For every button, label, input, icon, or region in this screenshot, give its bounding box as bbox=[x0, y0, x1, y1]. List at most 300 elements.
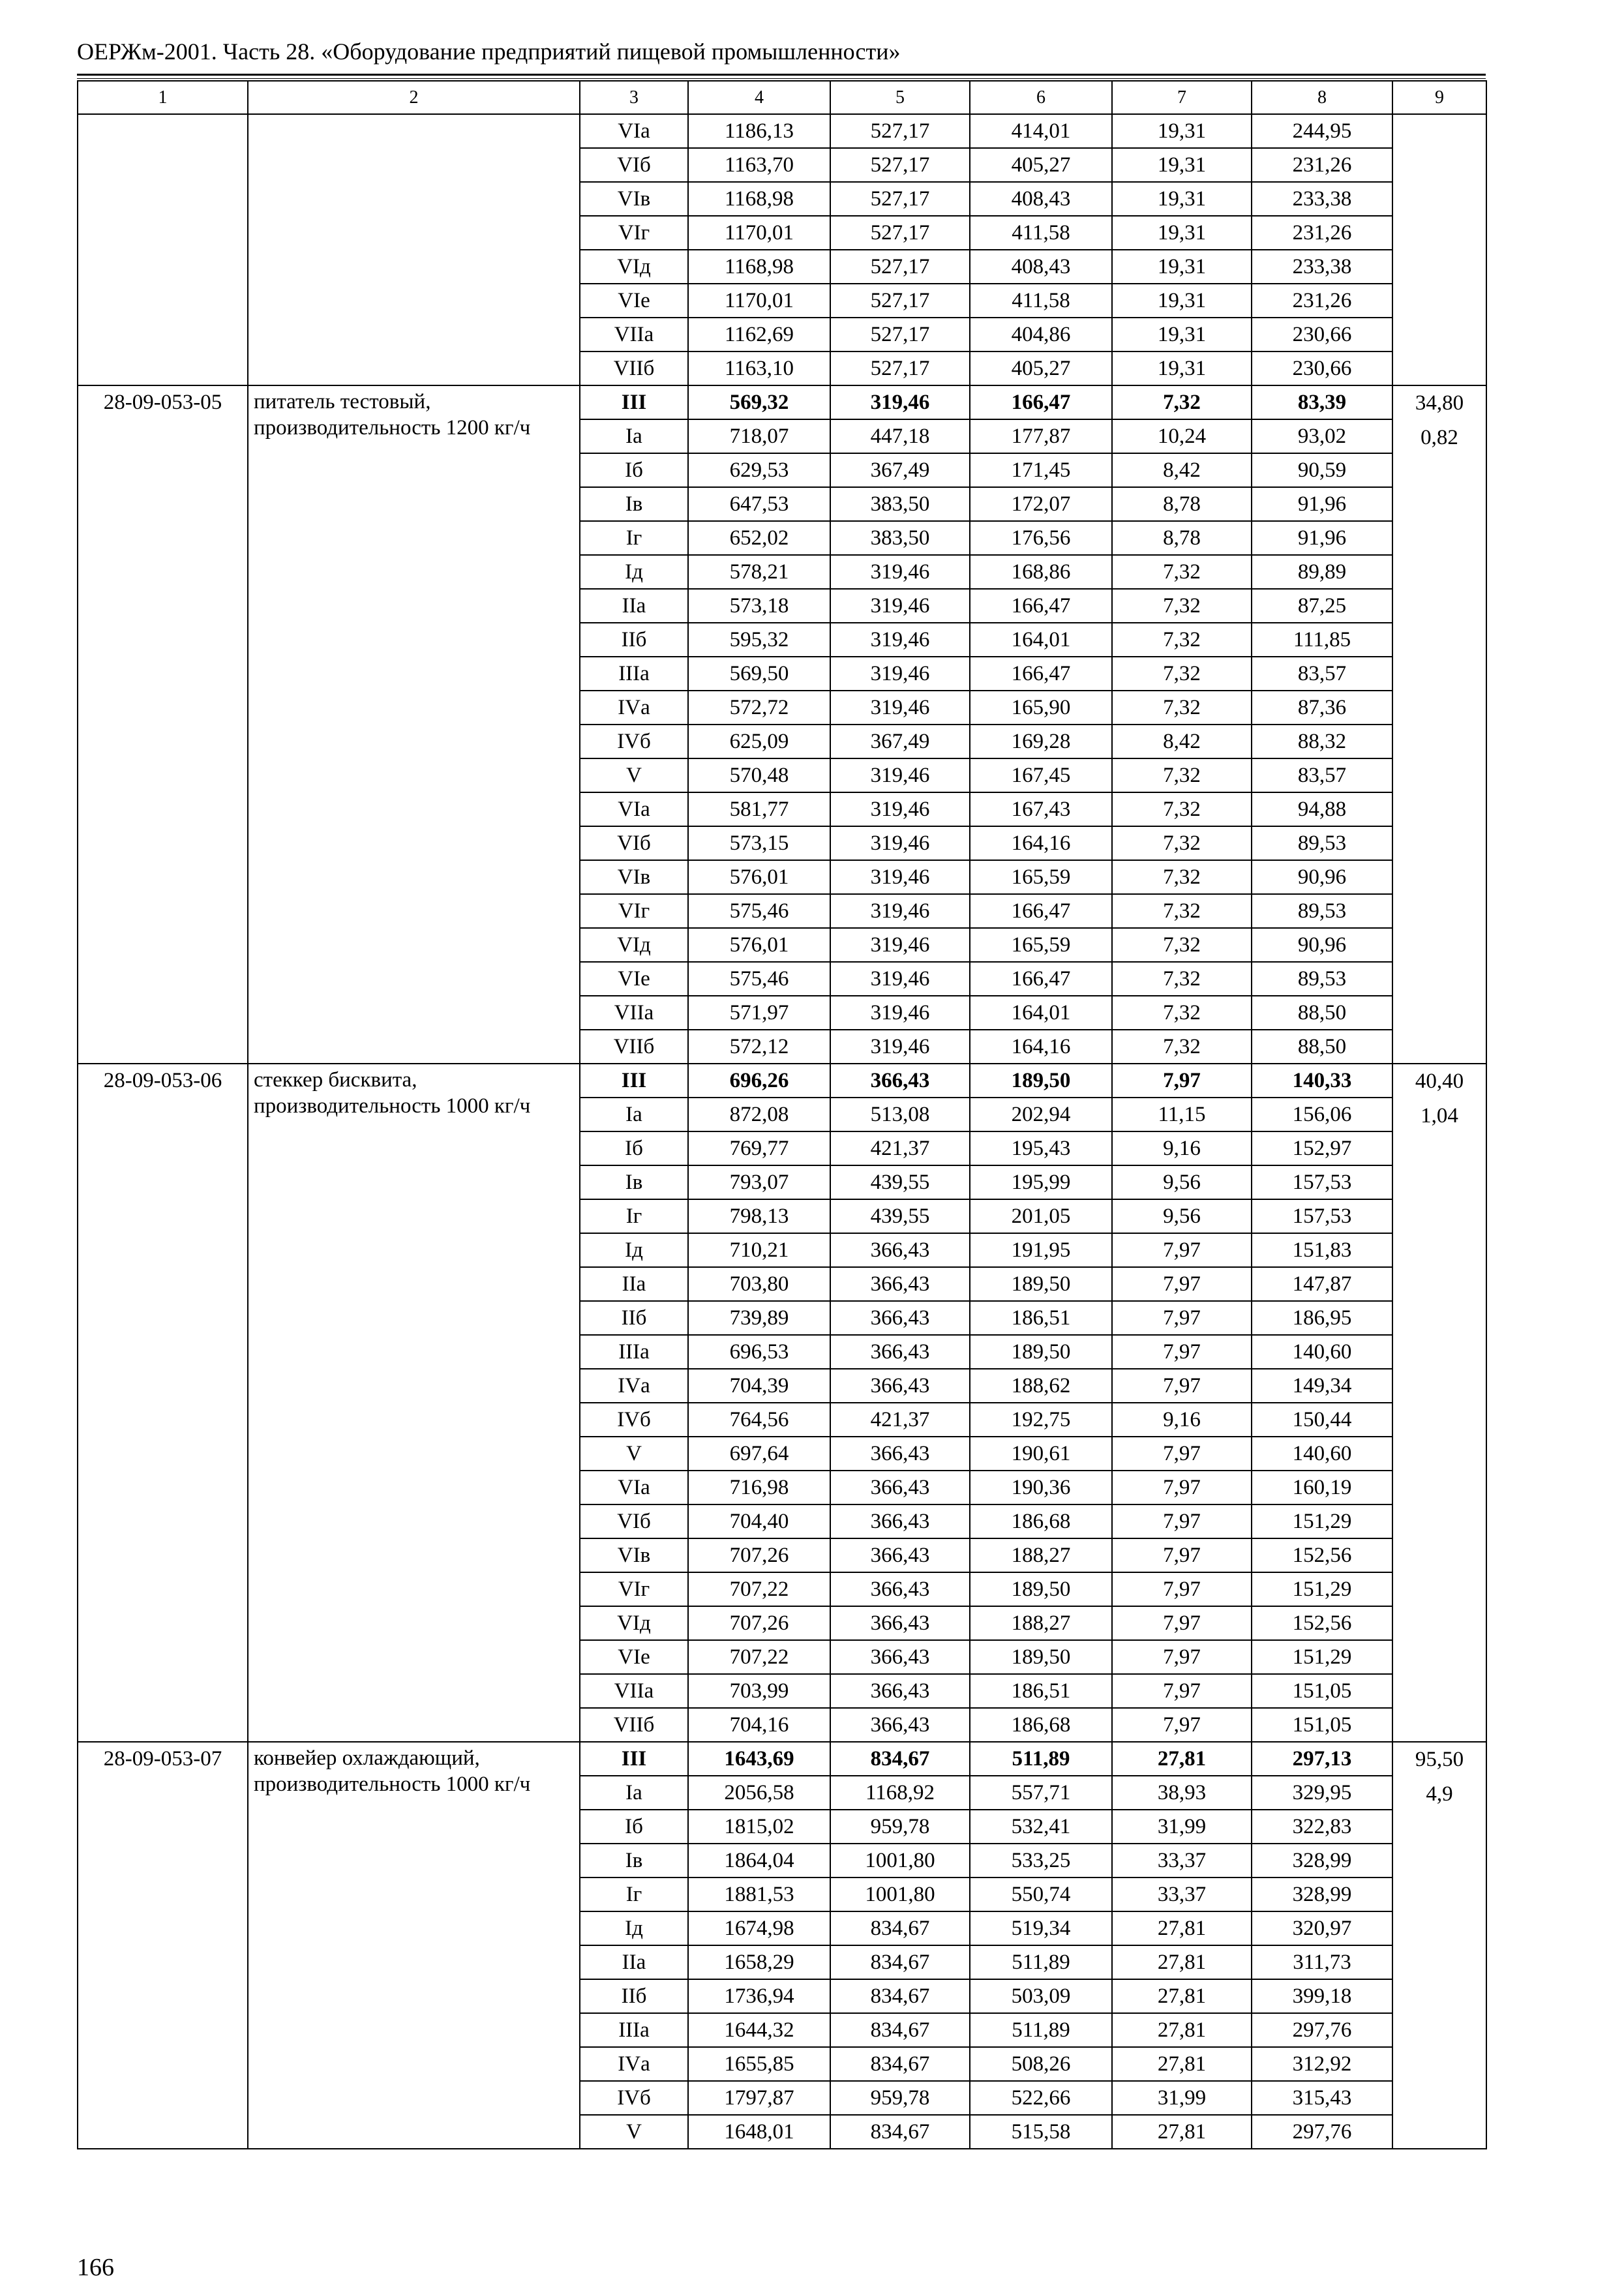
zone-cell: VIIб bbox=[580, 1030, 688, 1064]
value-cell: 421,37 bbox=[830, 1131, 970, 1165]
value-cell: 89,53 bbox=[1252, 894, 1392, 928]
value-cell: 319,46 bbox=[830, 1030, 970, 1064]
material-cost-value: 34,80 bbox=[1415, 391, 1464, 415]
value-cell: 33,37 bbox=[1112, 1878, 1252, 1911]
value-cell: 140,33 bbox=[1252, 1064, 1392, 1098]
value-cell: 152,56 bbox=[1252, 1538, 1392, 1572]
rate-code: 28-09-053-06 bbox=[78, 1064, 248, 1742]
value-cell: 329,95 bbox=[1252, 1776, 1392, 1810]
value-cell: 311,73 bbox=[1252, 1945, 1392, 1979]
column-number: 1 bbox=[78, 81, 248, 114]
value-cell: 7,97 bbox=[1112, 1369, 1252, 1403]
value-cell: 707,26 bbox=[688, 1538, 830, 1572]
value-cell: 1168,92 bbox=[830, 1776, 970, 1810]
value-cell: 186,51 bbox=[970, 1674, 1112, 1708]
value-cell: 151,05 bbox=[1252, 1708, 1392, 1742]
zone-cell: VIе bbox=[580, 1640, 688, 1674]
value-cell: 834,67 bbox=[830, 1911, 970, 1945]
value-cell: 157,53 bbox=[1252, 1165, 1392, 1199]
value-cell: 315,43 bbox=[1252, 2081, 1392, 2115]
value-cell: 569,50 bbox=[688, 657, 830, 691]
value-cell: 140,60 bbox=[1252, 1335, 1392, 1369]
material-cost-cell bbox=[1392, 1064, 1486, 1742]
value-cell: 707,22 bbox=[688, 1572, 830, 1606]
value-cell: 578,21 bbox=[688, 555, 830, 589]
value-cell: 31,99 bbox=[1112, 2081, 1252, 2115]
value-cell: 156,06 bbox=[1252, 1098, 1392, 1131]
value-cell: 959,78 bbox=[830, 1810, 970, 1844]
value-cell: 511,89 bbox=[970, 1945, 1112, 1979]
value-cell: 652,02 bbox=[688, 521, 830, 555]
value-cell: 834,67 bbox=[830, 1945, 970, 1979]
value-cell: 189,50 bbox=[970, 1335, 1112, 1369]
value-cell: 411,58 bbox=[970, 216, 1112, 250]
value-cell: 703,99 bbox=[688, 1674, 830, 1708]
value-cell: 7,97 bbox=[1112, 1708, 1252, 1742]
value-cell: 575,46 bbox=[688, 962, 830, 996]
value-cell: 149,34 bbox=[1252, 1369, 1392, 1403]
value-cell: 164,16 bbox=[970, 826, 1112, 860]
value-cell: 405,27 bbox=[970, 352, 1112, 385]
value-cell: 527,17 bbox=[830, 216, 970, 250]
value-cell: 959,78 bbox=[830, 2081, 970, 2115]
value-cell: 572,12 bbox=[688, 1030, 830, 1064]
value-cell: 166,47 bbox=[970, 894, 1112, 928]
value-cell: 328,99 bbox=[1252, 1844, 1392, 1878]
value-cell: 19,31 bbox=[1112, 352, 1252, 385]
value-cell: 716,98 bbox=[688, 1471, 830, 1504]
zone-cell: Iг bbox=[580, 521, 688, 555]
value-cell: 834,67 bbox=[830, 2047, 970, 2081]
value-cell: 83,57 bbox=[1252, 657, 1392, 691]
value-cell: 93,02 bbox=[1252, 419, 1392, 453]
value-cell: 8,78 bbox=[1112, 487, 1252, 521]
value-cell: 164,16 bbox=[970, 1030, 1112, 1064]
value-cell: 7,97 bbox=[1112, 1301, 1252, 1335]
value-cell: 573,18 bbox=[688, 589, 830, 623]
value-cell: 188,62 bbox=[970, 1369, 1112, 1403]
value-cell: 1736,94 bbox=[688, 1979, 830, 2013]
value-cell: 319,46 bbox=[830, 385, 970, 419]
zone-cell: Iв bbox=[580, 487, 688, 521]
table-row bbox=[78, 114, 1486, 148]
value-cell: 151,05 bbox=[1252, 1674, 1392, 1708]
value-cell: 189,50 bbox=[970, 1572, 1112, 1606]
zone-cell: VIб bbox=[580, 1504, 688, 1538]
value-cell: 647,53 bbox=[688, 487, 830, 521]
zone-cell: III bbox=[580, 1742, 688, 1776]
value-cell: 89,89 bbox=[1252, 555, 1392, 589]
value-cell: 7,97 bbox=[1112, 1538, 1252, 1572]
value-cell: 165,90 bbox=[970, 691, 1112, 725]
value-cell: 319,46 bbox=[830, 657, 970, 691]
value-cell: 439,55 bbox=[830, 1165, 970, 1199]
material-cost-value: 95,50 bbox=[1415, 1748, 1464, 1771]
value-cell: 366,43 bbox=[830, 1369, 970, 1403]
value-cell: 201,05 bbox=[970, 1199, 1112, 1233]
value-cell: 367,49 bbox=[830, 725, 970, 758]
equipment-name: стеккер бисквита, производительность 1000 кг/ч bbox=[248, 1064, 580, 1742]
value-cell: 319,46 bbox=[830, 555, 970, 589]
value-cell: 140,60 bbox=[1252, 1437, 1392, 1471]
value-cell: 383,50 bbox=[830, 521, 970, 555]
value-cell: 1655,85 bbox=[688, 2047, 830, 2081]
zone-cell: Iд bbox=[580, 1911, 688, 1945]
value-cell: 7,32 bbox=[1112, 826, 1252, 860]
value-cell: 769,77 bbox=[688, 1131, 830, 1165]
value-cell: 1644,32 bbox=[688, 2013, 830, 2047]
zone-cell: VIб bbox=[580, 148, 688, 182]
value-cell: 1674,98 bbox=[688, 1911, 830, 1945]
value-cell: 27,81 bbox=[1112, 1742, 1252, 1776]
value-cell: 707,22 bbox=[688, 1640, 830, 1674]
zone-cell: V bbox=[580, 1437, 688, 1471]
value-cell: 7,32 bbox=[1112, 623, 1252, 657]
value-cell: 7,32 bbox=[1112, 691, 1252, 725]
equipment-name: питатель тестовый, производительность 1200 кг/ч bbox=[248, 385, 580, 1064]
header-rule bbox=[77, 74, 1486, 76]
value-cell: 366,43 bbox=[830, 1640, 970, 1674]
value-cell: 19,31 bbox=[1112, 250, 1252, 284]
value-cell: 151,83 bbox=[1252, 1233, 1392, 1267]
value-cell: 231,26 bbox=[1252, 148, 1392, 182]
value-cell: 7,32 bbox=[1112, 792, 1252, 826]
value-cell: 1170,01 bbox=[688, 216, 830, 250]
value-cell: 160,19 bbox=[1252, 1471, 1392, 1504]
value-cell: 186,95 bbox=[1252, 1301, 1392, 1335]
value-cell: 7,97 bbox=[1112, 1233, 1252, 1267]
value-cell: 87,25 bbox=[1252, 589, 1392, 623]
zone-cell: VIб bbox=[580, 826, 688, 860]
value-cell: 151,29 bbox=[1252, 1640, 1392, 1674]
value-cell: 366,43 bbox=[830, 1267, 970, 1301]
value-cell: 89,53 bbox=[1252, 826, 1392, 860]
zone-cell: VIе bbox=[580, 284, 688, 318]
material-cost-value: 0,82 bbox=[1421, 426, 1458, 449]
table-row bbox=[78, 1742, 1486, 1776]
value-cell: 151,29 bbox=[1252, 1572, 1392, 1606]
value-cell: 522,66 bbox=[970, 2081, 1112, 2115]
zone-cell: IIа bbox=[580, 1267, 688, 1301]
value-cell: 319,46 bbox=[830, 691, 970, 725]
zone-cell: VIд bbox=[580, 1606, 688, 1640]
value-cell: 1864,04 bbox=[688, 1844, 830, 1878]
value-cell: 11,15 bbox=[1112, 1098, 1252, 1131]
value-cell: 366,43 bbox=[830, 1708, 970, 1742]
value-cell: 189,50 bbox=[970, 1640, 1112, 1674]
value-cell: 90,96 bbox=[1252, 860, 1392, 894]
value-cell: 366,43 bbox=[830, 1572, 970, 1606]
zone-cell: Iа bbox=[580, 419, 688, 453]
value-cell: 834,67 bbox=[830, 2115, 970, 2149]
column-number: 9 bbox=[1392, 81, 1486, 114]
rate-code bbox=[78, 114, 248, 385]
value-cell: 19,31 bbox=[1112, 114, 1252, 148]
value-cell: 7,32 bbox=[1112, 385, 1252, 419]
value-cell: 189,50 bbox=[970, 1267, 1112, 1301]
value-cell: 312,92 bbox=[1252, 2047, 1392, 2081]
value-cell: 90,59 bbox=[1252, 453, 1392, 487]
zone-cell: Iа bbox=[580, 1098, 688, 1131]
zone-cell: Iв bbox=[580, 1165, 688, 1199]
zone-cell: VIIа bbox=[580, 1674, 688, 1708]
value-cell: 739,89 bbox=[688, 1301, 830, 1335]
zone-cell: Iб bbox=[580, 453, 688, 487]
value-cell: 1648,01 bbox=[688, 2115, 830, 2149]
value-cell: 404,86 bbox=[970, 318, 1112, 352]
zone-cell: IIIа bbox=[580, 2013, 688, 2047]
value-cell: 1162,69 bbox=[688, 318, 830, 352]
value-cell: 152,56 bbox=[1252, 1606, 1392, 1640]
value-cell: 111,85 bbox=[1252, 623, 1392, 657]
value-cell: 629,53 bbox=[688, 453, 830, 487]
zone-cell: Iд bbox=[580, 555, 688, 589]
value-cell: 1815,02 bbox=[688, 1810, 830, 1844]
value-cell: 533,25 bbox=[970, 1844, 1112, 1878]
value-cell: 366,43 bbox=[830, 1233, 970, 1267]
value-cell: 322,83 bbox=[1252, 1810, 1392, 1844]
zone-cell: IVа bbox=[580, 691, 688, 725]
zone-cell: VIIа bbox=[580, 318, 688, 352]
value-cell: 572,72 bbox=[688, 691, 830, 725]
value-cell: 1658,29 bbox=[688, 1945, 830, 1979]
value-cell: 511,89 bbox=[970, 1742, 1112, 1776]
value-cell: 575,46 bbox=[688, 894, 830, 928]
value-cell: 83,57 bbox=[1252, 758, 1392, 792]
value-cell: 1168,98 bbox=[688, 182, 830, 216]
rate-code: 28-09-053-05 bbox=[78, 385, 248, 1064]
value-cell: 319,46 bbox=[830, 894, 970, 928]
page-number: 166 bbox=[77, 2254, 114, 2281]
zone-cell: IIIа bbox=[580, 1335, 688, 1369]
value-cell: 231,26 bbox=[1252, 216, 1392, 250]
value-cell: 515,58 bbox=[970, 2115, 1112, 2149]
value-cell: 503,09 bbox=[970, 1979, 1112, 2013]
zone-cell: VIв bbox=[580, 1538, 688, 1572]
value-cell: 230,66 bbox=[1252, 318, 1392, 352]
zone-cell: VIа bbox=[580, 792, 688, 826]
value-cell: 625,09 bbox=[688, 725, 830, 758]
value-cell: 1163,70 bbox=[688, 148, 830, 182]
value-cell: 7,97 bbox=[1112, 1471, 1252, 1504]
zone-cell: VIд bbox=[580, 250, 688, 284]
header-rule-thin bbox=[77, 78, 1486, 79]
zone-cell: IIа bbox=[580, 589, 688, 623]
value-cell: 319,46 bbox=[830, 962, 970, 996]
value-cell: 189,50 bbox=[970, 1064, 1112, 1098]
value-cell: 710,21 bbox=[688, 1233, 830, 1267]
value-cell: 27,81 bbox=[1112, 1911, 1252, 1945]
value-cell: 527,17 bbox=[830, 250, 970, 284]
value-cell: 297,13 bbox=[1252, 1742, 1392, 1776]
value-cell: 297,76 bbox=[1252, 2115, 1392, 2149]
value-cell: 171,45 bbox=[970, 453, 1112, 487]
value-cell: 190,61 bbox=[970, 1437, 1112, 1471]
value-cell: 233,38 bbox=[1252, 250, 1392, 284]
rate-code: 28-09-053-07 bbox=[78, 1742, 248, 2149]
value-cell: 408,43 bbox=[970, 182, 1112, 216]
column-number: 3 bbox=[580, 81, 688, 114]
value-cell: 7,97 bbox=[1112, 1572, 1252, 1606]
value-cell: 399,18 bbox=[1252, 1979, 1392, 2013]
value-cell: 703,80 bbox=[688, 1267, 830, 1301]
value-cell: 408,43 bbox=[970, 250, 1112, 284]
zone-cell: IIб bbox=[580, 623, 688, 657]
value-cell: 1168,98 bbox=[688, 250, 830, 284]
value-cell: 366,43 bbox=[830, 1674, 970, 1708]
column-number: 5 bbox=[830, 81, 970, 114]
value-cell: 19,31 bbox=[1112, 182, 1252, 216]
value-cell: 147,87 bbox=[1252, 1267, 1392, 1301]
value-cell: 87,36 bbox=[1252, 691, 1392, 725]
value-cell: 7,97 bbox=[1112, 1267, 1252, 1301]
value-cell: 1643,69 bbox=[688, 1742, 830, 1776]
value-cell: 569,32 bbox=[688, 385, 830, 419]
zone-cell: V bbox=[580, 2115, 688, 2149]
value-cell: 9,56 bbox=[1112, 1199, 1252, 1233]
value-cell: 319,46 bbox=[830, 758, 970, 792]
value-cell: 169,28 bbox=[970, 725, 1112, 758]
value-cell: 366,43 bbox=[830, 1538, 970, 1572]
value-cell: 7,32 bbox=[1112, 962, 1252, 996]
value-cell: 7,32 bbox=[1112, 758, 1252, 792]
value-cell: 834,67 bbox=[830, 1979, 970, 2013]
rates-table bbox=[77, 80, 1487, 2149]
value-cell: 9,56 bbox=[1112, 1165, 1252, 1199]
value-cell: 27,81 bbox=[1112, 2047, 1252, 2081]
value-cell: 527,17 bbox=[830, 284, 970, 318]
value-cell: 366,43 bbox=[830, 1471, 970, 1504]
value-cell: 527,17 bbox=[830, 148, 970, 182]
value-cell: 319,46 bbox=[830, 860, 970, 894]
value-cell: 7,32 bbox=[1112, 996, 1252, 1030]
zone-cell: IVа bbox=[580, 2047, 688, 2081]
value-cell: 89,53 bbox=[1252, 962, 1392, 996]
zone-cell: VIв bbox=[580, 182, 688, 216]
value-cell: 414,01 bbox=[970, 114, 1112, 148]
value-cell: 1001,80 bbox=[830, 1844, 970, 1878]
zone-cell: VIг bbox=[580, 216, 688, 250]
value-cell: 9,16 bbox=[1112, 1131, 1252, 1165]
value-cell: 186,51 bbox=[970, 1301, 1112, 1335]
value-cell: 167,43 bbox=[970, 792, 1112, 826]
value-cell: 90,96 bbox=[1252, 928, 1392, 962]
value-cell: 405,27 bbox=[970, 148, 1112, 182]
value-cell: 383,50 bbox=[830, 487, 970, 521]
value-cell: 38,93 bbox=[1112, 1776, 1252, 1810]
value-cell: 576,01 bbox=[688, 928, 830, 962]
value-cell: 366,43 bbox=[830, 1335, 970, 1369]
value-cell: 704,16 bbox=[688, 1708, 830, 1742]
value-cell: 10,24 bbox=[1112, 419, 1252, 453]
table-body bbox=[78, 81, 1486, 2149]
zone-cell: VIв bbox=[580, 860, 688, 894]
zone-cell: VIIа bbox=[580, 996, 688, 1030]
value-cell: 411,58 bbox=[970, 284, 1112, 318]
value-cell: 764,56 bbox=[688, 1403, 830, 1437]
value-cell: 834,67 bbox=[830, 1742, 970, 1776]
value-cell: 1186,13 bbox=[688, 114, 830, 148]
zone-cell: IIб bbox=[580, 1301, 688, 1335]
value-cell: 31,99 bbox=[1112, 1810, 1252, 1844]
value-cell: 176,56 bbox=[970, 521, 1112, 555]
value-cell: 8,42 bbox=[1112, 725, 1252, 758]
value-cell: 696,53 bbox=[688, 1335, 830, 1369]
value-cell: 527,17 bbox=[830, 352, 970, 385]
material-cost-value: 1,04 bbox=[1421, 1104, 1458, 1128]
page-header: ОЕРЖм-2001. Часть 28. «Оборудование предприятий пищевой промышленности» bbox=[77, 38, 901, 65]
zone-cell: VIа bbox=[580, 1471, 688, 1504]
value-cell: 166,47 bbox=[970, 589, 1112, 623]
zone-cell: Iг bbox=[580, 1878, 688, 1911]
zone-cell: III bbox=[580, 1064, 688, 1098]
value-cell: 704,40 bbox=[688, 1504, 830, 1538]
value-cell: 718,07 bbox=[688, 419, 830, 453]
value-cell: 366,43 bbox=[830, 1606, 970, 1640]
value-cell: 188,27 bbox=[970, 1606, 1112, 1640]
zone-cell: Iг bbox=[580, 1199, 688, 1233]
value-cell: 367,49 bbox=[830, 453, 970, 487]
value-cell: 83,39 bbox=[1252, 385, 1392, 419]
value-cell: 167,45 bbox=[970, 758, 1112, 792]
value-cell: 27,81 bbox=[1112, 1945, 1252, 1979]
zone-cell: IVб bbox=[580, 725, 688, 758]
value-cell: 166,47 bbox=[970, 657, 1112, 691]
value-cell: 557,71 bbox=[970, 1776, 1112, 1810]
value-cell: 571,97 bbox=[688, 996, 830, 1030]
value-cell: 527,17 bbox=[830, 318, 970, 352]
value-cell: 8,42 bbox=[1112, 453, 1252, 487]
table-row bbox=[78, 1064, 1486, 1098]
value-cell: 166,47 bbox=[970, 962, 1112, 996]
value-cell: 421,37 bbox=[830, 1403, 970, 1437]
equipment-name: конвейер охлаждающий, производительность 1000 кг/ч bbox=[248, 1742, 580, 2149]
value-cell: 19,31 bbox=[1112, 318, 1252, 352]
value-cell: 319,46 bbox=[830, 589, 970, 623]
zone-cell: VIе bbox=[580, 962, 688, 996]
value-cell: 186,68 bbox=[970, 1504, 1112, 1538]
value-cell: 532,41 bbox=[970, 1810, 1112, 1844]
zone-cell: IVб bbox=[580, 2081, 688, 2115]
value-cell: 192,75 bbox=[970, 1403, 1112, 1437]
value-cell: 576,01 bbox=[688, 860, 830, 894]
value-cell: 513,08 bbox=[830, 1098, 970, 1131]
zone-cell: VIа bbox=[580, 114, 688, 148]
value-cell: 319,46 bbox=[830, 792, 970, 826]
value-cell: 7,97 bbox=[1112, 1064, 1252, 1098]
value-cell: 447,18 bbox=[830, 419, 970, 453]
value-cell: 527,17 bbox=[830, 182, 970, 216]
value-cell: 91,96 bbox=[1252, 521, 1392, 555]
zone-cell: VIг bbox=[580, 894, 688, 928]
value-cell: 186,68 bbox=[970, 1708, 1112, 1742]
value-cell: 1170,01 bbox=[688, 284, 830, 318]
value-cell: 157,53 bbox=[1252, 1199, 1392, 1233]
value-cell: 798,13 bbox=[688, 1199, 830, 1233]
value-cell: 7,97 bbox=[1112, 1640, 1252, 1674]
value-cell: 1797,87 bbox=[688, 2081, 830, 2115]
value-cell: 177,87 bbox=[970, 419, 1112, 453]
value-cell: 319,46 bbox=[830, 826, 970, 860]
value-cell: 88,32 bbox=[1252, 725, 1392, 758]
value-cell: 88,50 bbox=[1252, 996, 1392, 1030]
value-cell: 319,46 bbox=[830, 623, 970, 657]
zone-cell: IIIа bbox=[580, 657, 688, 691]
value-cell: 570,48 bbox=[688, 758, 830, 792]
value-cell: 508,26 bbox=[970, 2047, 1112, 2081]
value-cell: 195,99 bbox=[970, 1165, 1112, 1199]
value-cell: 7,32 bbox=[1112, 589, 1252, 623]
